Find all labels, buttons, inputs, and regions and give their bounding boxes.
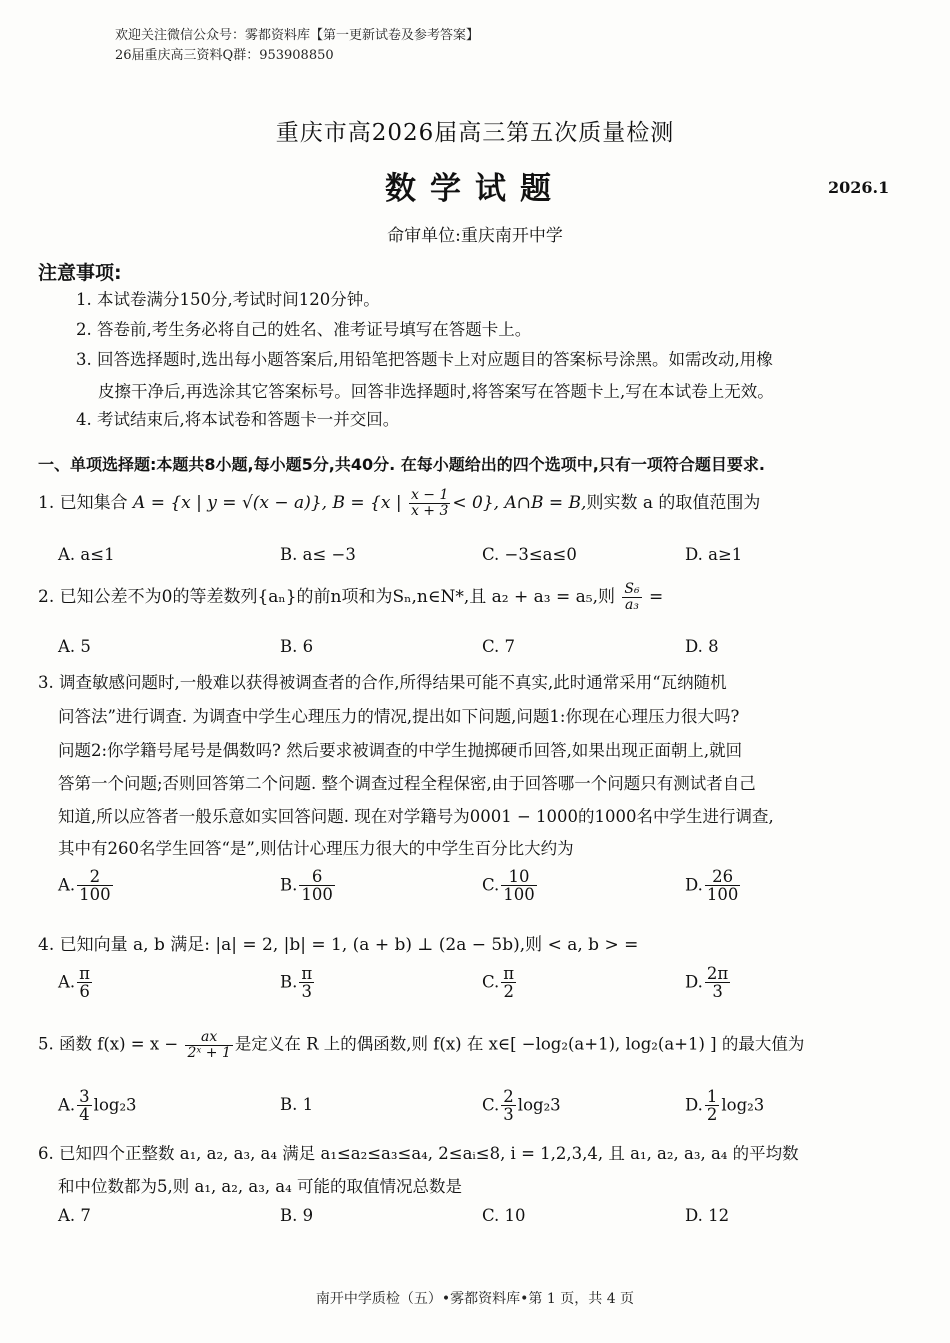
question-3-line-5: 知道,所以应答者一般乐意如实回答问题. 现在对学籍号为0001 − 1000的1000名中学生进行调查, [58,807,774,826]
notice-item-3: 3. 回答选择题时,选出每小题答案后,用铅笔把答题卡上对应题目的答案标号涂黑。如需改动,用橡 [76,350,773,369]
exam-date: 2026.1 [828,178,890,197]
q4-option-b: B. $\frac{\pi}{3}$ [280,964,313,1002]
q6-option-b: B. 9 [280,1206,314,1225]
q2-option-d: D. 8 [685,637,719,656]
q5-fraction: $\frac{ax}{\text{2ˣ + 1}}$ [187,1029,231,1061]
question-4: 4. 已知向量 a, b 满足: |a| = 2, |b| = 1, (a + b) ⊥ (2a − 5b),则 < a, b > = [38,935,639,955]
question-6-line-2: 和中位数都为5,则 a₁, a₂, a₃, a₄ 可能的取值情况总数是 [58,1177,463,1196]
q1-option-c: C. −3≤a≤0 [482,545,577,564]
notice-heading: 注意事项: [38,262,122,284]
q2-text: 2. 已知公差不为0的等差数列{aₙ}的前n项和为Sₙ,n∈N*,且 a₂ + a₃ = a₅,则 [38,587,615,607]
question-3-line-1: 3. 调查敏感问题时,一般难以获得被调查者的合作,所得结果可能不真实,此时通常采用“瓦纳随机 [38,673,727,692]
question-3-line-6: 其中有260名学生回答“是”,则估计心理压力很大的中学生百分比大约为 [58,839,574,858]
subject-title: 数学试题 [385,171,565,207]
q3-option-a: A. $\frac{2}{100}$ [58,867,111,905]
question-1 [38,488,760,519]
question-3-line-4: 答第一个问题;否则回答第二个问题. 整个调查过程全程保密,由于回答哪一个问题只有测试者自己 [58,774,756,793]
q1-fraction: $\frac{x - 1}{x + 3}$ [410,487,449,519]
header-line-2: 26届重庆高三资料Q群：953908850 [115,48,334,63]
q5-pre: 5. 函数 f(x) = x − [38,1034,179,1054]
q3-option-d: D. $\frac{26}{100}$ [685,867,739,905]
q1-tail: 则实数 a 的取值范围为 [586,493,761,513]
q6-option-c: C. 10 [482,1206,526,1225]
question-2 [38,582,663,613]
q4-option-d: D. $\frac{2\pi}{3}$ [685,964,729,1002]
q3-option-c: C. $\frac{10}{100}$ [482,867,535,905]
q5-option-d: D. $\frac{1}{2}$ log₂3 [685,1087,765,1125]
q1-option-d: D. a≥1 [685,545,743,564]
q2-option-b: B. 6 [280,637,314,656]
section-heading: 一、单项选择题:本题共8小题,每小题5分,共40分. 在每小题给出的四个选项中,只有一项符合题目要求. [38,455,765,474]
page-footer: 南开中学质检（五）•雾都资料库•第 1 页，共 4 页 [315,1291,635,1307]
q4-option-a: A. $\frac{\pi}{6}$ [58,964,91,1002]
q2-eq: = [649,587,664,607]
q1-set-b-pre: , B = {x | [321,493,402,513]
q5-option-b: B. 1 [280,1095,314,1114]
q5-option-a: A. $\frac{3}{4}$ log₂3 [58,1087,137,1125]
q1-set-a: A = {x | y = √(x − a)} [133,493,322,513]
notice-item-4: 4. 考试结束后,将本试卷和答题卡一并交回。 [76,410,400,429]
issuing-unit: 命审单位:重庆南开中学 [387,226,563,246]
question-3-line-3: 问题2:你学籍号尾号是偶数吗? 然后要求被调查的中学生抛掷硬币回答,如果出现正面朝上,就回 [58,741,743,760]
q6-option-a: A. 7 [58,1206,91,1225]
q1-option-a: A. a≤1 [58,545,115,564]
q6-option-d: D. 12 [685,1206,730,1225]
q5-post: 是定义在 R 上的偶函数,则 f(x) 在 x∈[ −log₂(a+1), log₂(a+1) ] 的最大值为 [234,1034,805,1054]
exam-title: 重庆市高2026届高三第五次质量检测 [275,120,675,146]
notice-item-3-cont: 皮擦干净后,再选涂其它答案标号。回答非选择题时,将答案写在答题卡上,写在本试卷上无效。 [98,382,774,401]
q1-set-b-post: < 0}, A∩B = B, [452,493,587,513]
q1-prefix: 1. 已知集合 [38,493,128,513]
question-6-line-1: 6. 已知四个正整数 a₁, a₂, a₃, a₄ 满足 a₁≤a₂≤a₃≤a₄, 2≤aᵢ≤8, i = 1,2,3,4, 且 a₁, a₂, a₃, a₄ 的平均数 [38,1144,799,1163]
question-5 [38,1030,804,1060]
q3-option-b: B. $\frac{6}{100}$ [280,867,333,905]
q5-option-c: C. $\frac{2}{3}$ log₂3 [482,1087,561,1125]
question-3-line-2: 问答法”进行调查. 为调查中学生心理压力的情况,提出如下问题,问题1:你现在心理压力很大吗? [58,707,740,726]
q2-fraction: $\frac{\text{S₆}}{\text{a₃}}$ [624,581,640,613]
q2-option-a: A. 5 [58,637,91,656]
notice-item-1: 1. 本试卷满分150分,考试时间120分钟。 [76,290,380,309]
header-line-1: 欢迎关注微信公众号：雾都资料库【第一更新试卷及参考答案】 [115,28,480,43]
q1-option-b: B. a≤ −3 [280,545,356,564]
q2-option-c: C. 7 [482,637,516,656]
q4-option-c: C. $\frac{\pi}{2}$ [482,964,515,1002]
notice-item-2: 2. 答卷前,考生务必将自己的姓名、准考证号填写在答题卡上。 [76,320,532,339]
